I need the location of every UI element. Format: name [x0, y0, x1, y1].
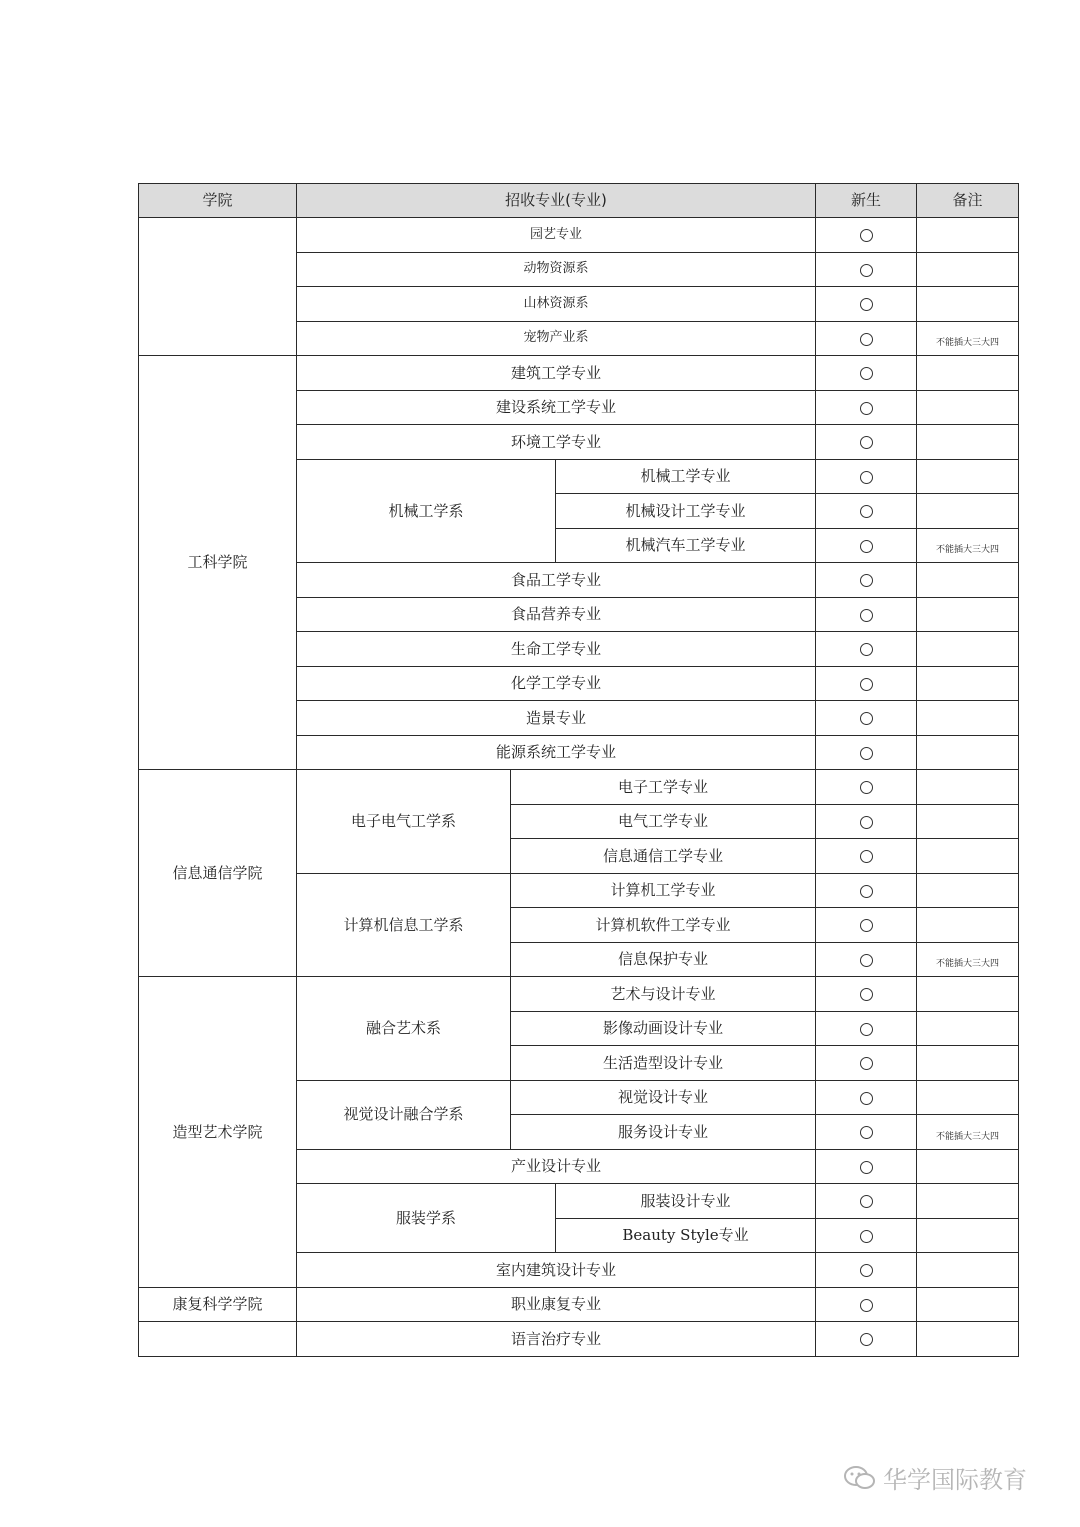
header-major: 招收专业(专业): [297, 184, 816, 218]
table-header-row: [139, 184, 1019, 218]
major-cell: 园艺专业: [297, 218, 816, 253]
circle-icon: [860, 264, 873, 277]
remark-cell: [917, 218, 1019, 253]
remark-cell: [917, 701, 1019, 736]
major-cell: 宠物产业系: [297, 321, 816, 356]
circle-icon: [860, 712, 873, 725]
remark-cell: [917, 563, 1019, 598]
major-cell: 能源系统工学专业: [297, 735, 816, 770]
remark-cell: [917, 804, 1019, 839]
table-row: [139, 1287, 1019, 1322]
freshman-mark: [816, 1011, 917, 1046]
freshman-mark: [816, 1046, 917, 1081]
circle-icon: [860, 298, 873, 311]
freshman-mark: [816, 1115, 917, 1150]
table-row: [139, 770, 1019, 805]
table-row: [139, 977, 1019, 1012]
circle-icon: [860, 1092, 873, 1105]
remark-cell: [917, 425, 1019, 460]
remark-cell: [917, 1253, 1019, 1288]
freshman-mark: [816, 1253, 917, 1288]
major-cell: 电子工学专业: [511, 770, 816, 805]
remark-cell: [917, 252, 1019, 287]
major-cell: 食品营养专业: [297, 597, 816, 632]
major-cell: Beauty Style专业: [556, 1218, 816, 1253]
freshman-mark: [816, 1218, 917, 1253]
major-cell: 环境工学专业: [297, 425, 816, 460]
remark-cell: [917, 494, 1019, 529]
freshman-mark: [816, 218, 917, 253]
majors-table: [138, 183, 1019, 1357]
remark-cell: [917, 1011, 1019, 1046]
remark-cell: [917, 1322, 1019, 1357]
circle-icon: [860, 367, 873, 380]
freshman-mark: [816, 287, 917, 322]
circle-icon: [860, 505, 873, 518]
circle-icon: [860, 643, 873, 656]
circle-icon: [860, 229, 873, 242]
college-cell: 信息通信学院: [139, 770, 297, 977]
freshman-mark: [816, 425, 917, 460]
circle-icon: [860, 954, 873, 967]
circle-icon: [860, 471, 873, 484]
major-cell: 职业康复专业: [297, 1287, 816, 1322]
freshman-mark: [816, 390, 917, 425]
remark-cell: [917, 770, 1019, 805]
department-cell: 视觉设计融合学系: [297, 1080, 511, 1149]
circle-icon: [860, 1230, 873, 1243]
wechat-icon: [843, 1464, 877, 1492]
circle-icon: [860, 678, 873, 691]
major-cell: 信息通信工学专业: [511, 839, 816, 874]
remark-cell: [917, 1149, 1019, 1184]
major-cell: 机械工学专业: [556, 459, 816, 494]
table-row: [139, 356, 1019, 391]
circle-icon: [860, 816, 873, 829]
major-cell: 生命工学专业: [297, 632, 816, 667]
department-cell: 机械工学系: [297, 459, 556, 563]
freshman-mark: [816, 459, 917, 494]
major-cell: 化学工学专业: [297, 666, 816, 701]
department-cell: 电子电气工学系: [297, 770, 511, 874]
freshman-mark: [816, 528, 917, 563]
remark-cell: [917, 873, 1019, 908]
major-cell: 影像动画设计专业: [511, 1011, 816, 1046]
freshman-mark: [816, 321, 917, 356]
major-cell: 艺术与设计专业: [511, 977, 816, 1012]
remark-cell: [917, 1080, 1019, 1115]
remark-note: 不能插大三大四: [917, 321, 1019, 356]
circle-icon: [860, 1299, 873, 1312]
major-cell: 语言治疗专业: [297, 1322, 816, 1357]
major-cell: 机械设计工学专业: [556, 494, 816, 529]
college-cell: 康复科学学院: [139, 1287, 297, 1322]
freshman-mark: [816, 252, 917, 287]
major-cell: 造景专业: [297, 701, 816, 736]
freshman-mark: [816, 494, 917, 529]
major-cell: 建设系统工学专业: [297, 390, 816, 425]
freshman-mark: [816, 908, 917, 943]
freshman-mark: [816, 1287, 917, 1322]
circle-icon: [860, 850, 873, 863]
freshman-mark: [816, 666, 917, 701]
circle-icon: [860, 781, 873, 794]
remark-cell: [917, 908, 1019, 943]
remark-note: 不能插大三大四: [917, 1115, 1019, 1150]
major-cell: 机械汽车工学专业: [556, 528, 816, 563]
remark-cell: [917, 390, 1019, 425]
freshman-mark: [816, 356, 917, 391]
freshman-mark: [816, 735, 917, 770]
major-cell: 室内建筑设计专业: [297, 1253, 816, 1288]
freshman-mark: [816, 1149, 917, 1184]
department-cell: 服装学系: [297, 1184, 556, 1253]
table-row: [139, 218, 1019, 253]
major-cell: 建筑工学专业: [297, 356, 816, 391]
circle-icon: [860, 1161, 873, 1174]
remark-note: 不能插大三大四: [917, 942, 1019, 977]
college-cell: 造型艺术学院: [139, 977, 297, 1288]
remark-cell: [917, 666, 1019, 701]
major-cell: 视觉设计专业: [511, 1080, 816, 1115]
circle-icon: [860, 609, 873, 622]
major-cell: 食品工学专业: [297, 563, 816, 598]
circle-icon: [860, 1333, 873, 1346]
major-cell: 计算机软件工学专业: [511, 908, 816, 943]
header-freshman: 新生: [816, 184, 917, 218]
freshman-mark: [816, 804, 917, 839]
remark-cell: [917, 356, 1019, 391]
circle-icon: [860, 333, 873, 346]
circle-icon: [860, 1264, 873, 1277]
college-cell-blank: [139, 218, 297, 356]
circle-icon: [860, 747, 873, 760]
circle-icon: [860, 988, 873, 1001]
major-cell: 山林资源系: [297, 287, 816, 322]
major-cell: 电气工学专业: [511, 804, 816, 839]
circle-icon: [860, 574, 873, 587]
freshman-mark: [816, 632, 917, 667]
major-cell: 服装设计专业: [556, 1184, 816, 1219]
circle-icon: [860, 1195, 873, 1208]
remark-cell: [917, 597, 1019, 632]
circle-icon: [860, 540, 873, 553]
major-cell: 生活造型设计专业: [511, 1046, 816, 1081]
freshman-mark: [816, 597, 917, 632]
watermark: [843, 1460, 1027, 1495]
freshman-mark: [816, 942, 917, 977]
header-college: 学院: [139, 184, 297, 218]
college-cell-blank: [139, 1322, 297, 1357]
watermark-text: 华学国际教育: [883, 1466, 1027, 1494]
major-cell: 动物资源系: [297, 252, 816, 287]
major-cell: 服务设计专业: [511, 1115, 816, 1150]
major-cell: 产业设计专业: [297, 1149, 816, 1184]
circle-icon: [860, 402, 873, 415]
table-row: [139, 1322, 1019, 1357]
circle-icon: [860, 919, 873, 932]
department-cell: 融合艺术系: [297, 977, 511, 1081]
remark-cell: [917, 1046, 1019, 1081]
college-cell: 工科学院: [139, 356, 297, 770]
circle-icon: [860, 1057, 873, 1070]
freshman-mark: [816, 977, 917, 1012]
remark-cell: [917, 459, 1019, 494]
circle-icon: [860, 885, 873, 898]
department-cell: 计算机信息工学系: [297, 873, 511, 977]
freshman-mark: [816, 873, 917, 908]
remark-cell: [917, 977, 1019, 1012]
major-cell: 信息保护专业: [511, 942, 816, 977]
circle-icon: [860, 436, 873, 449]
remark-cell: [917, 1184, 1019, 1219]
freshman-mark: [816, 701, 917, 736]
circle-icon: [860, 1023, 873, 1036]
remark-cell: [917, 287, 1019, 322]
remark-cell: [917, 632, 1019, 667]
remark-cell: [917, 1218, 1019, 1253]
freshman-mark: [816, 770, 917, 805]
remark-cell: [917, 1287, 1019, 1322]
major-cell: 计算机工学专业: [511, 873, 816, 908]
remark-cell: [917, 839, 1019, 874]
freshman-mark: [816, 839, 917, 874]
freshman-mark: [816, 1080, 917, 1115]
circle-icon: [860, 1126, 873, 1139]
remark-note: 不能插大三大四: [917, 528, 1019, 563]
freshman-mark: [816, 1184, 917, 1219]
header-remark: 备注: [917, 184, 1019, 218]
freshman-mark: [816, 563, 917, 598]
freshman-mark: [816, 1322, 917, 1357]
remark-cell: [917, 735, 1019, 770]
